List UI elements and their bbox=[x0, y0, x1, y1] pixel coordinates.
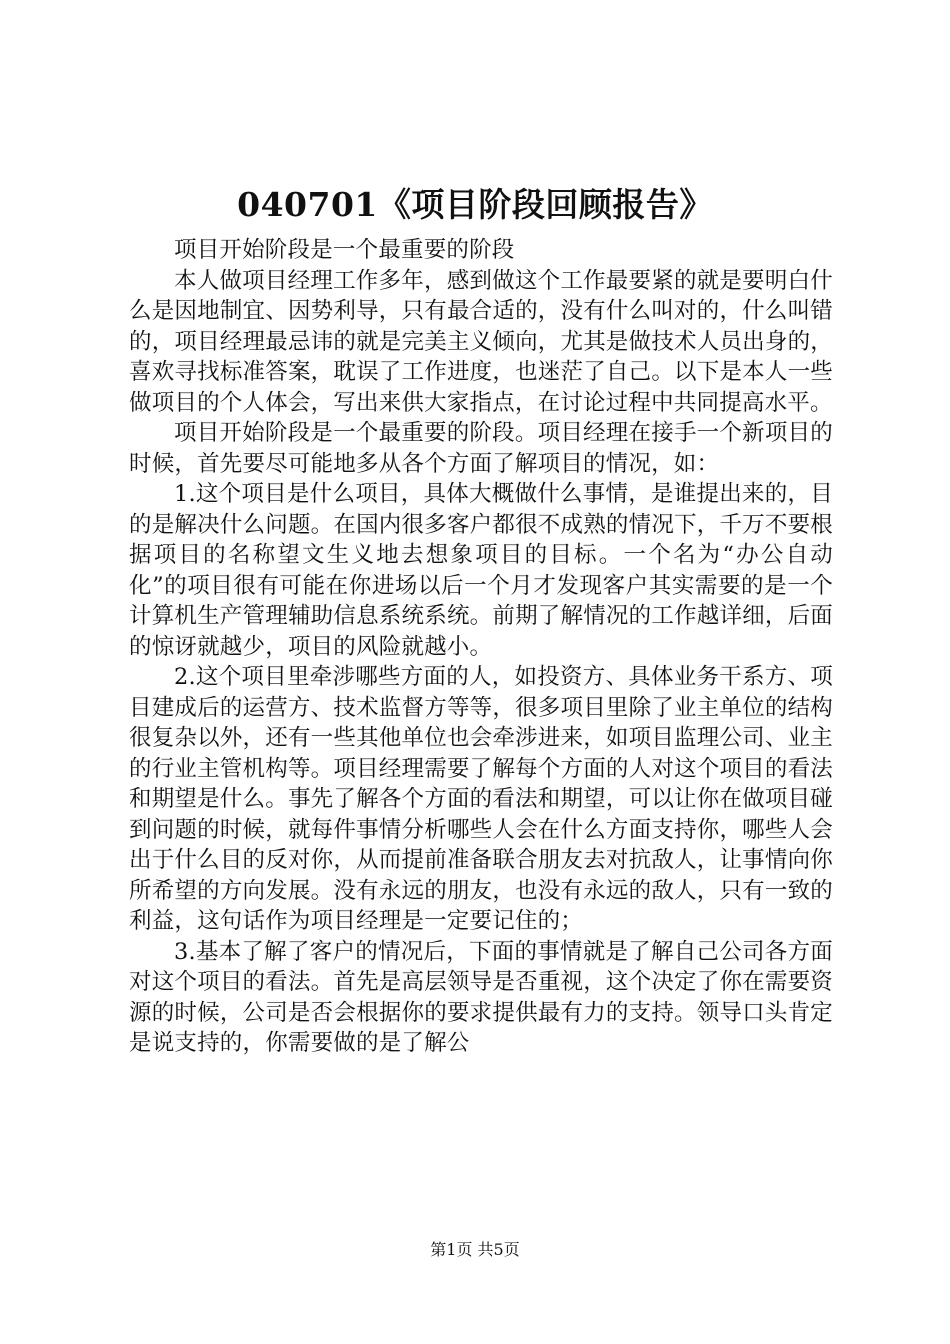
paragraph-item-2: 2.这个项目里牵涉哪些方面的人，如投资方、具体业务干系方、项目建成后的运营方、技术监督方等等，很多项目里除了业主单位的结构很复杂以外，还有一些其他单位也会牵涉进来，如项目监理公司、业主的行业主管机构等。项目经理需要了解每个方面的人对这个项目的看法和期望是什么。事先了解各个方面的看法和期望，可以让你在做项目碰到问题的时候，就每件事情分析哪些人会在什么方面支持你，哪些人会出于什么目的反对你，从而提前准备联合朋友去对抗敌人，让事情向你所希望的方向发展。没有永远的朋友，也没有永远的敌人，只有一致的利益，这句话作为项目经理是一定要记住的； bbox=[129, 664, 833, 934]
paragraph-heading: 项目开始阶段是一个最重要的阶段 bbox=[174, 237, 515, 263]
paragraph-intro: 本人做项目经理工作多年，感到做这个工作最要紧的就是要明白什么是因地制宜、因势利导，只有最合适的，没有什么叫对的，什么叫错的，项目经理最忌讳的就是完美主义倾向，尤其是做技术人员出身的，喜欢寻找标准答案，耽误了工作进度，也迷茫了自己。以下是本人一些做项目的个人体会，写出来供大家指点，在讨论过程中共同提高水平。 bbox=[129, 267, 833, 416]
document-title: 040701《项目阶段回顾报告》 bbox=[237, 185, 713, 224]
paragraph-start-phase: 项目开始阶段是一个最重要的阶段。项目经理在接手一个新项目的时候，首先要尽可能地多从各个方面了解项目的情况，如： bbox=[129, 420, 833, 477]
paragraph-item-3: 3.基本了解了客户的情况后，下面的事情就是了解自己公司各方面对这个项目的看法。首先是高层领导是否重视，这个决定了你在需要资源的时候，公司是否会根据你的要求提供最有力的支持。领导口头肯定是说支持的，你需要做的是了解公 bbox=[129, 938, 833, 1056]
document-body bbox=[129, 235, 833, 1059]
paragraph-item-1: 1.这个项目是什么项目，具体大概做什么事情，是谁提出来的，目的是解决什么问题。在国内很多客户都很不成熟的情况下，千万不要根据项目的名称望文生义地去想象项目的目标。一个名为“办公自动化”的项目很有可能在你进场以后一个月才发现客户其实需要的是一个计算机生产管理辅助信息系统系统。前期了解情况的工作越详细，后面的惊讶就越少，项目的风险就越小。 bbox=[129, 481, 833, 660]
page-footer: 第1页 共5页 bbox=[430, 1240, 520, 1259]
